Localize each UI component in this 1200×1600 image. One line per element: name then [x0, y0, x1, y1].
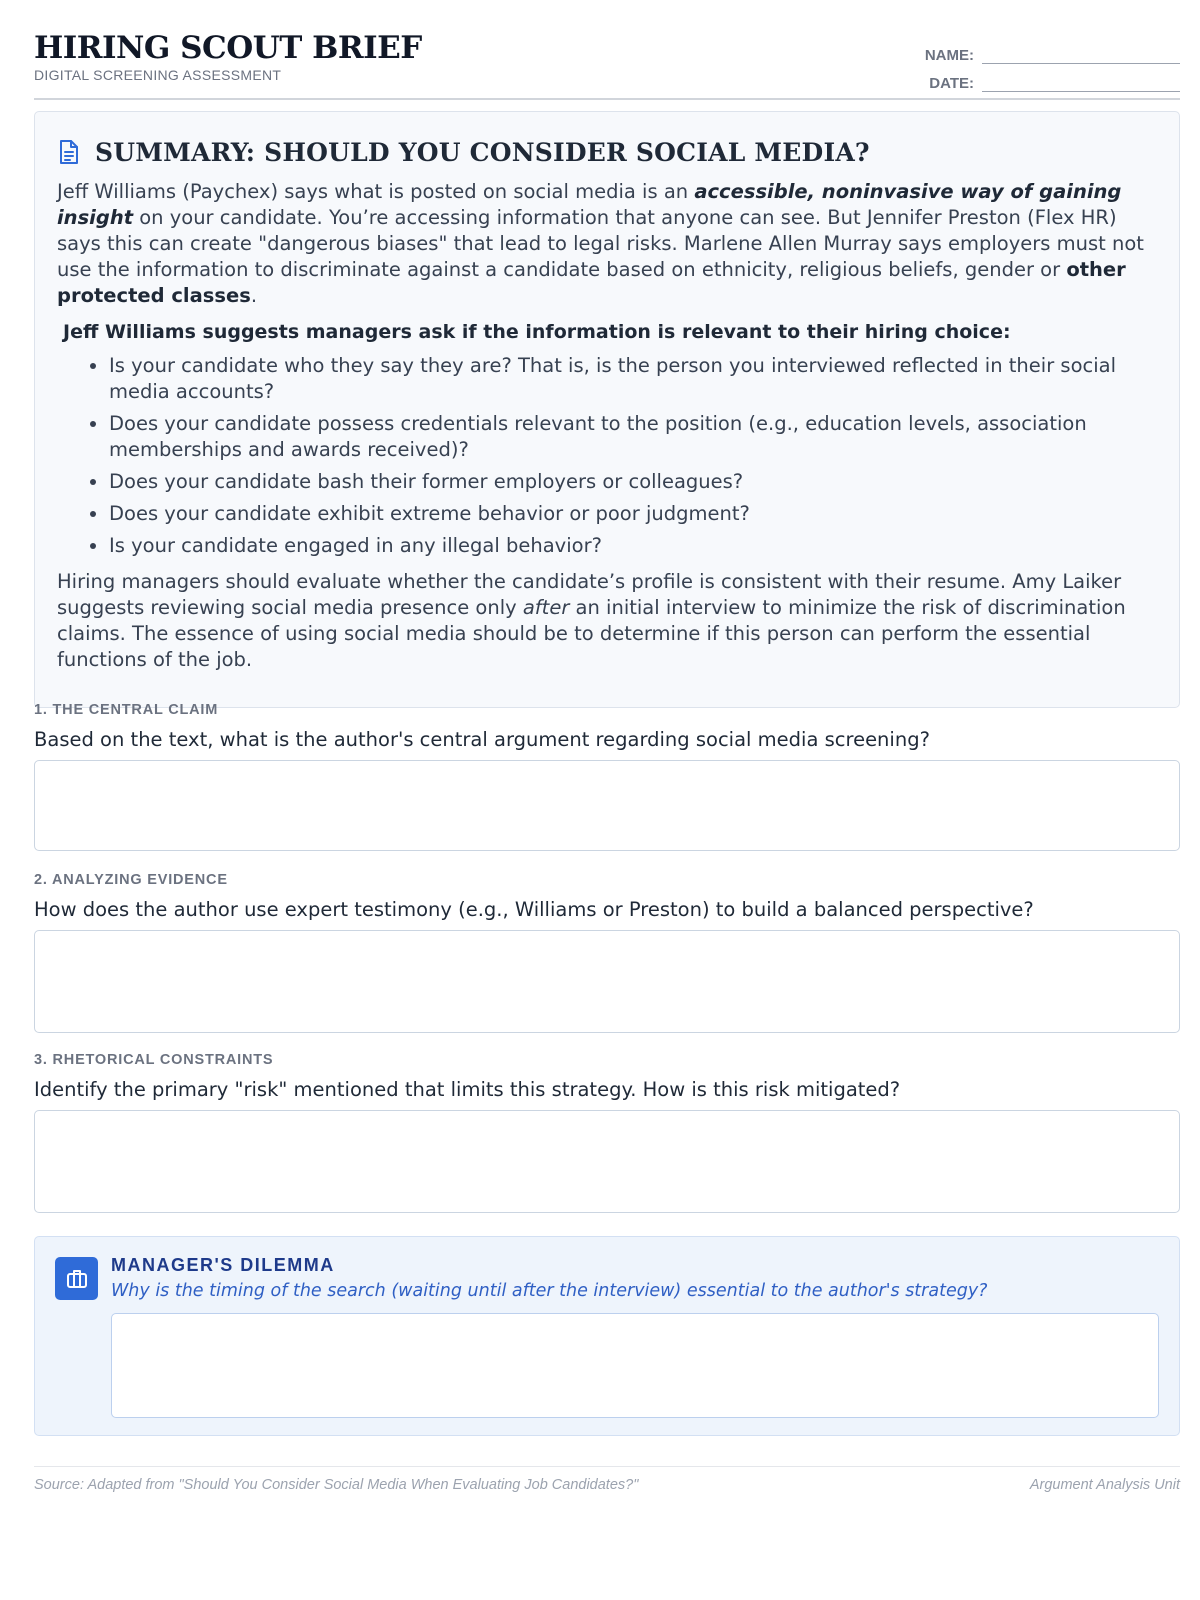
- question-2-label: 2. ANALYZING EVIDENCE: [34, 872, 228, 888]
- name-field: [920, 36, 1180, 64]
- para1-text-e: .: [250, 284, 258, 307]
- header: [34, 30, 1180, 100]
- question-3-text: Identify the primary "risk" mentioned that limits this strategy. How is this risk mitigated?: [34, 1078, 901, 1101]
- para1-bold: other protected classes: [57, 258, 1126, 307]
- date-line[interactable]: [982, 74, 1180, 92]
- question-1-label: 1. THE CENTRAL CLAIM: [34, 702, 219, 718]
- dilemma-title: MANAGER'S DILEMMA: [111, 1255, 335, 1275]
- question-1: [34, 702, 1180, 851]
- question-2: [34, 872, 1180, 1033]
- list-item: • Is your candidate engaged in any illegal behavior?: [109, 533, 1157, 559]
- document-icon: [57, 139, 81, 165]
- page-subtitle: DIGITAL SCREENING ASSESSMENT: [34, 67, 282, 84]
- summary-heading: [57, 134, 1157, 170]
- list-item: • Does your candidate possess credentials relevant to the position (e.g., education levels, association memberships and awards received)?: [109, 411, 1157, 463]
- summary-paragraph-2: [57, 569, 1157, 673]
- question-1-answer-box[interactable]: [34, 760, 1180, 851]
- date-field: [920, 64, 1180, 92]
- footer-unit: Argument Analysis Unit: [1029, 1477, 1180, 1493]
- suggestion-heading: Jeff Williams suggests managers ask if the information is relevant to their hiring choice:: [63, 321, 1011, 343]
- list-item: • Does your candidate exhibit extreme behavior or poor judgment?: [109, 501, 1157, 527]
- para1-text-c: on your candidate. You’re accessing information that anyone can see. But Jennifer Preston (Flex HR) says this can create "dangerous biases" that lead to legal risks. Marlene Allen Murray says employers must not use the information to discriminate against a candidate based on ethnicity, religious beliefs, gender or: [57, 206, 1144, 281]
- summary-paragraph-1: [57, 179, 1157, 309]
- footer: [34, 1466, 1180, 1493]
- para2-italic: after: [522, 596, 570, 619]
- worksheet-page: [34, 30, 1180, 1493]
- para2-text-c: an initial interview to minimize the risk of discrimination claims. The essence of using social media should be to determine if this person can perform the essential functions of the job.: [57, 596, 1126, 671]
- question-2-text: How does the author use expert testimony (e.g., Williams or Preston) to build a balanced perspective?: [34, 898, 1034, 921]
- summary-card: [34, 111, 1180, 708]
- question-3-label: 3. RHETORICAL CONSTRAINTS: [34, 1052, 274, 1068]
- question-3: [34, 1052, 1180, 1213]
- list-item: • Is your candidate who they say they are? That is, is the person you interviewed reflected in their social media accounts?: [109, 353, 1157, 405]
- date-label: DATE:: [929, 75, 974, 92]
- question-1-text: Based on the text, what is the author's central argument regarding social media screening?: [34, 728, 930, 751]
- managers-dilemma-card: [34, 1236, 1180, 1436]
- summary-title: SUMMARY: SHOULD YOU CONSIDER SOCIAL MEDIA?: [95, 137, 870, 167]
- footer-source: Source: Adapted from "Should You Consider Social Media When Evaluating Job Candidates?": [34, 1477, 639, 1493]
- list-item: • Does your candidate bash their former employers or colleagues?: [109, 469, 1157, 495]
- para2-text-a: Hiring managers should evaluate whether the candidate’s profile is consistent with their resume. Amy Laiker suggests reviewing social media presence only: [57, 570, 1122, 619]
- question-2-answer-box[interactable]: [34, 930, 1180, 1033]
- para1-emphasis: accessible, noninvasive way of gaining insight: [57, 180, 1122, 229]
- page-title: HIRING SCOUT BRIEF: [34, 30, 422, 66]
- name-label: NAME:: [924, 47, 974, 64]
- question-3-answer-box[interactable]: [34, 1110, 1180, 1213]
- dilemma-answer-box[interactable]: [111, 1313, 1159, 1418]
- name-date-fields: [920, 36, 1180, 92]
- dilemma-question: Why is the timing of the search (waiting until after the interview) essential to the author's strategy?: [111, 1281, 988, 1301]
- briefcase-icon: [55, 1257, 98, 1300]
- name-line[interactable]: [982, 46, 1180, 64]
- question-list: [57, 353, 1157, 559]
- para1-text-a: Jeff Williams (Paychex) says what is posted on social media is an: [57, 180, 695, 203]
